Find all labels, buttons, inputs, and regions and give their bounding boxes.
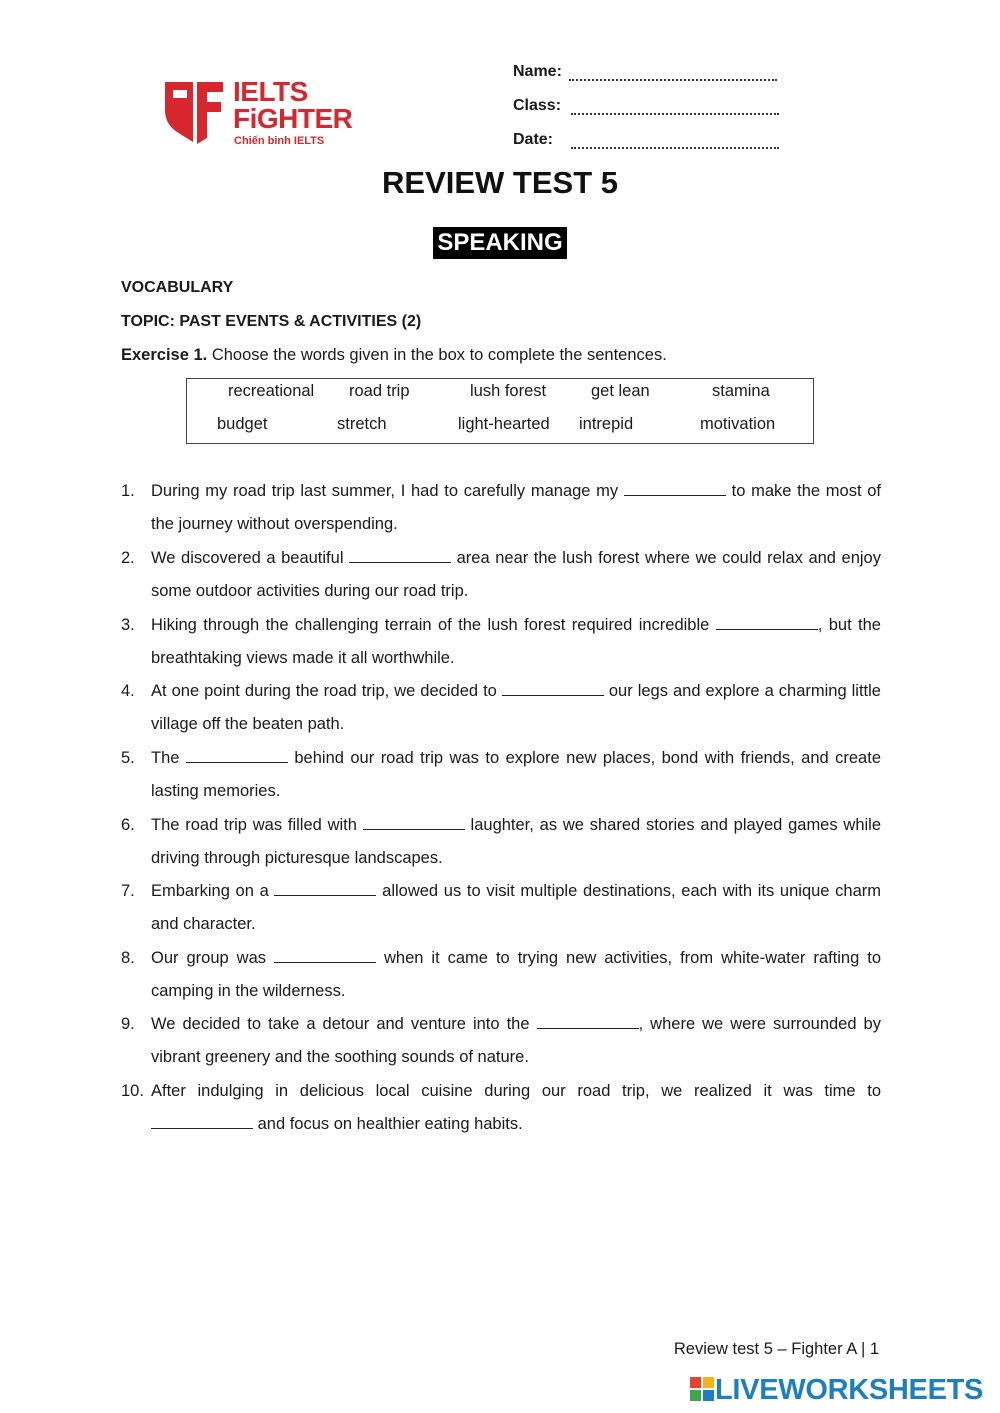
answer-blank[interactable] — [186, 748, 288, 763]
page-title: REVIEW TEST 5 — [382, 165, 618, 200]
answer-blank[interactable] — [349, 548, 451, 563]
liveworksheets-text: LIVEWORKSHEETS — [715, 1374, 984, 1406]
question-text: behind our road trip was to explore new places, bond with friends, and create lasting memories. — [151, 749, 881, 800]
question-item — [121, 942, 881, 1008]
question-item — [121, 675, 881, 741]
question-text: laughter, as we shared stories and played games while driving through picturesque landscapes. — [151, 816, 881, 867]
question-text: Hiking through the challenging terrain of the lush forest required incredible — [151, 616, 710, 634]
topic-heading: TOPIC: PAST EVENTS & ACTIVITIES (2) — [121, 313, 422, 330]
question-text: At one point during the road trip, we decided to — [151, 682, 497, 700]
vocabulary-heading: VOCABULARY — [121, 279, 234, 296]
question-text: and focus on healthier eating habits. — [257, 1115, 523, 1133]
question-text: area near the lush forest where we could relax and enjoy some outdoor activities during our road trip. — [151, 549, 881, 600]
question-number: 3. — [121, 616, 135, 634]
question-text: Embarking on a — [151, 882, 269, 900]
class-blank[interactable] — [571, 101, 779, 115]
answer-blank[interactable] — [624, 481, 726, 496]
question-number: 4. — [121, 682, 135, 700]
question-text: We decided to take a detour and venture into the — [151, 1015, 530, 1033]
exercise-instruction — [121, 346, 667, 365]
word-option: road trip — [349, 382, 410, 400]
word-option: recreational — [228, 382, 315, 400]
answer-blank[interactable] — [151, 1114, 253, 1129]
word-option: stamina — [712, 382, 770, 400]
name-blank[interactable] — [569, 67, 777, 81]
question-item — [121, 809, 881, 875]
question-text: to make the most of the journey without overspending. — [151, 482, 881, 533]
date-blank[interactable] — [571, 135, 779, 149]
word-option: get lean — [591, 382, 650, 400]
word-option: stretch — [337, 415, 387, 433]
word-option: motivation — [700, 415, 776, 433]
question-text: , but the breathtaking views made it all worthwhile. — [151, 616, 881, 667]
question-item — [121, 742, 881, 808]
question-text: The road trip was filled with — [151, 816, 357, 834]
question-item — [121, 609, 881, 675]
name-label: Name: — [513, 63, 562, 80]
exercise-text: Choose the words given in the box to complete the sentences. — [211, 346, 667, 364]
answer-blank[interactable] — [363, 815, 465, 830]
answer-blank[interactable] — [716, 615, 818, 630]
question-item — [121, 1075, 881, 1141]
question-text: During my road trip last summer, I had to carefully manage my — [151, 482, 619, 500]
question-text: We discovered a beautiful — [151, 549, 344, 567]
question-item — [121, 542, 881, 608]
question-number: 10. — [121, 1082, 144, 1100]
answer-blank[interactable] — [274, 948, 376, 963]
word-option: intrepid — [579, 415, 634, 433]
class-label: Class: — [513, 97, 562, 114]
question-number: 6. — [121, 816, 135, 834]
question-item — [121, 475, 881, 541]
shield-logo-icon — [163, 76, 225, 148]
section-label: SPEAKING — [433, 227, 566, 259]
question-number: 8. — [121, 949, 135, 967]
liveworksheets-logo-icon — [690, 1377, 714, 1401]
question-number: 2. — [121, 549, 135, 567]
ielts-fighter-logo — [163, 74, 378, 152]
answer-blank[interactable] — [537, 1014, 639, 1029]
logo-tagline: Chiến binh IELTS — [234, 135, 325, 147]
logo-word-ielts: IELTS — [233, 76, 308, 107]
question-text: allowed us to visit multiple destinations, each with its unique charm and character. — [151, 882, 881, 933]
question-text: when it came to trying new activities, from white-water rafting to camping in the wilderness. — [151, 949, 881, 1000]
question-text: The — [151, 749, 180, 767]
date-label: Date: — [513, 131, 554, 148]
exercise-label: Exercise 1. — [121, 346, 208, 364]
date-field — [513, 131, 553, 149]
word-option: lush forest — [470, 382, 547, 400]
question-item — [121, 1008, 881, 1074]
question-number: 9. — [121, 1015, 135, 1033]
question-number: 7. — [121, 882, 135, 900]
question-text: After indulging in delicious local cuisine during our road trip, we realized it was time to — [151, 1082, 881, 1100]
word-box — [186, 378, 814, 444]
word-option: light-hearted — [458, 415, 550, 433]
answer-blank[interactable] — [274, 881, 376, 896]
question-text: Our group was — [151, 949, 267, 967]
answer-blank[interactable] — [502, 681, 604, 696]
question-text: , where we were surrounded by vibrant greenery and the soothing sounds of nature. — [151, 1015, 881, 1066]
word-option: budget — [217, 415, 268, 433]
section-label-wrap — [0, 227, 1000, 259]
logo-word-fighter: FiGHTER — [233, 103, 353, 134]
page-footer: Review test 5 – Fighter A | 1 — [673, 1340, 879, 1358]
question-item — [121, 875, 881, 941]
question-text: our legs and explore a charming little village off the beaten path. — [151, 682, 881, 733]
question-number: 5. — [121, 749, 135, 767]
question-number: 1. — [121, 482, 135, 500]
class-field — [513, 97, 561, 115]
name-field — [513, 63, 562, 81]
